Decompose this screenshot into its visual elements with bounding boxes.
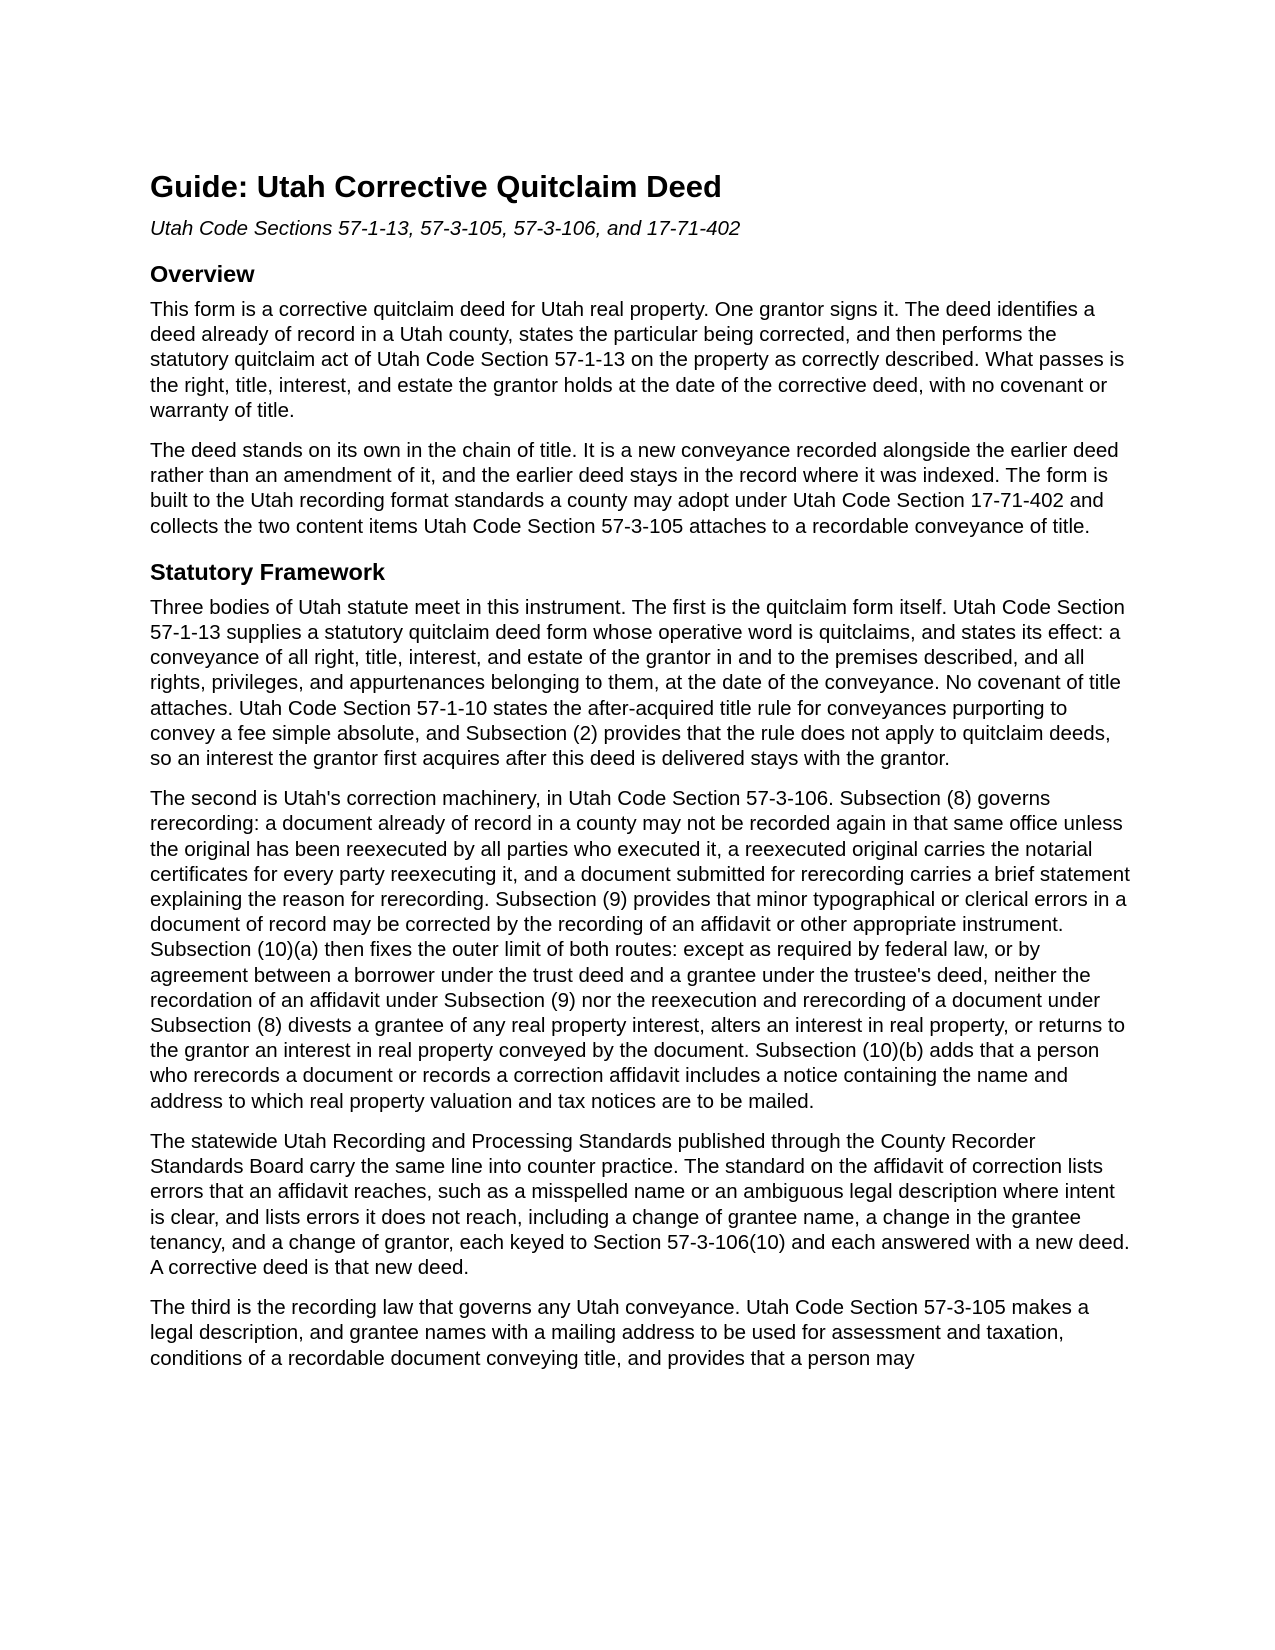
overview-paragraph: This form is a corrective quitclaim deed for Utah real property. One grantor signs it. The deed identifies a deed already of record in a Utah county, states the particular being corrected, and then performs the statutory quitclaim act of Utah Code Section 57-1-13 on the property as correctly described. What passes is the right, title, interest, and estate the grantor holds at the date of the corrective deed, with no covenant or warranty of title. [150,298,1125,422]
statute-citation-subtitle: Utah Code Sections 57-1-13, 57-3-105, 57-3-106, and 17-71-402 [150,217,741,240]
page-title: Guide: Utah Corrective Quitclaim Deed [150,169,722,204]
overview-paragraph: The deed stands on its own in the chain of title. It is a new conveyance recorded alongside the earlier deed rather than an amendment of it, and the earlier deed stays in the record where it was indexed. The form is built to the Utah recording format standards a county may adopt under Utah Code Section 17-71-402 and collects the two content items Utah Code Section 57-3-105 attaches to a recordable conveyance of title. [150,439,1119,538]
document-page [150,168,1132,1371]
framework-paragraph: The second is Utah's correction machinery, in Utah Code Section 57-3-106. Subsection (8) governs rerecording: a document already of record in a county may not be recorded again in that same office unless the original has been reexecuted by all parties who executed it, a reexecuted original carries the notarial certificates for every party reexecuting it, and a document submitted for rerecording carries a brief statement explaining the reason for rerecording. Subsection (9) provides that minor typographical or clerical errors in a document of record may be corrected by the recording of an affidavit or other appropriate instrument. Subsection (10)(a) then fixes the outer limit of both routes: except as required by federal law, or by agreement between a borrower under the trust deed and a grantee under the trustee's deed, neither the recordation of an affidavit under Subsection (9) nor the reexecution and rerecording of a document under Subsection (8) divests a grantee of any real property interest, alters an interest in real property, or returns to the grantor an interest in real property conveyed by the document. Subsection (10)(b) adds that a person who rerecords a document or records a correction affidavit includes a notice containing the name and address to which real property valuation and tax notices are to be mailed. [150,787,1130,1113]
framework-paragraph: The third is the recording law that governs any Utah conveyance. Utah Code Section 57-3-105 makes a legal description, and grantee names with a mailing address to be used for assessment and taxation, conditions of a recordable document conveying title, and provides that a person may [150,1296,1089,1370]
framework-paragraph: The statewide Utah Recording and Processing Standards published through the County Recorder Standards Board carry the same line into counter practice. The standard on the affidavit of correction lists errors that an affidavit reaches, such as a misspelled name or an ambiguous legal description where intent is clear, and lists errors it does not reach, including a change of grantee name, a change in the grantee tenancy, and a change of grantor, each keyed to Section 57-3-106(10) and each answered with a new deed. A corrective deed is that new deed. [150,1129,1130,1279]
framework-paragraph: Three bodies of Utah statute meet in this instrument. The first is the quitclaim form itself. Utah Code Section 57-1-13 supplies a statutory quitclaim deed form whose operative word is quitclaims, and states its effect: a conveyance of all right, title, interest, and estate of the grantor in and to the premises described, and all rights, privileges, and appurtenances belonging to them, at the date of the conveyance. No covenant of title attaches. Utah Code Section 57-1-10 states the after-acquired title rule for conveyances purporting to convey a fee simple absolute, and Subsection (2) provides that the rule does not apply to quitclaim deeds, so an interest the grantor first acquires after this deed is delivered stays with the grantor. [150,595,1125,771]
section-heading-overview: Overview [150,261,255,287]
section-heading-statutory-framework: Statutory Framework [150,558,386,585]
